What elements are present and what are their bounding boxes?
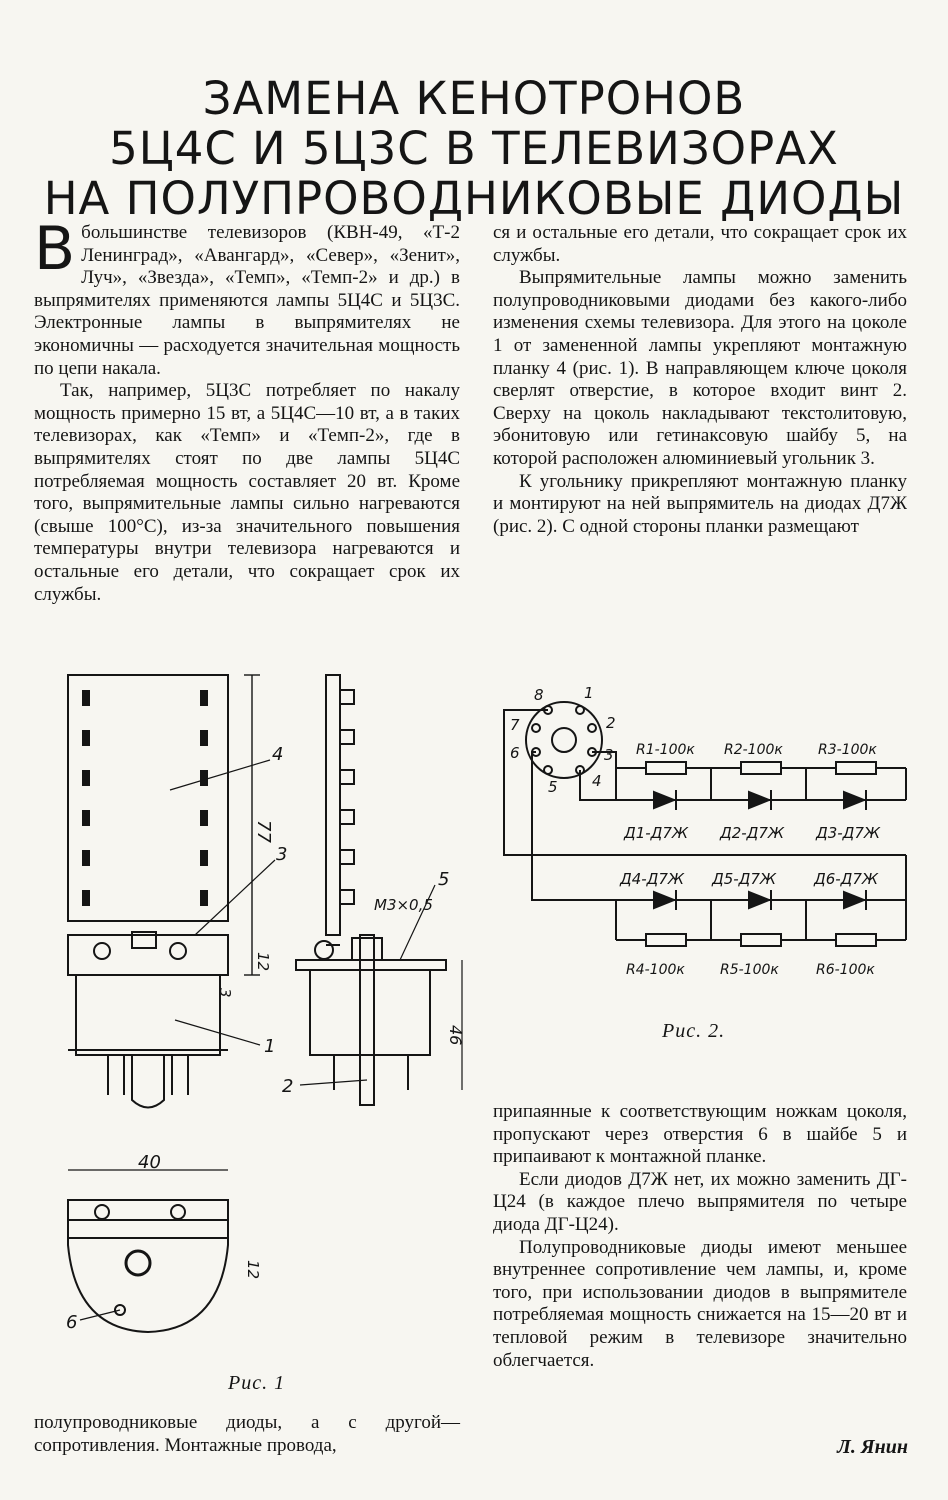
top-diode-labels [623, 824, 881, 842]
svg-text:R4-100к: R4-100к [626, 962, 685, 978]
dim-77: 77 [253, 820, 274, 843]
figure-2-schematic [496, 680, 916, 1000]
bottom-screw-right [171, 1205, 185, 1219]
label-6: 6 [66, 1312, 78, 1333]
title-line-2: 5Ц4С И 5Ц3С В ТЕЛЕВИЗОРАХ [109, 122, 839, 176]
paragraph-mounting: К угольнику прикрепляют монтажную планку и монтируют на ней выпрямитель на диодах Д7Ж (рис. 2). С одной стороны планки размещают [493, 470, 907, 537]
label-3: 3 [276, 844, 288, 865]
dim-bottom-12: 12 [244, 1260, 262, 1280]
label-2: 2 [282, 1076, 294, 1097]
figure-1-drawing [20, 660, 480, 1380]
label-1: 1 [264, 1036, 276, 1057]
paragraph-alternative: Если диодов Д7Ж нет, их можно заменить ДГ-Ц24 (в каждое плечо выпрямителя по четыре диода ДГ-Ц24). [493, 1168, 907, 1235]
side-screw [315, 941, 333, 959]
title-line-1: ЗАМЕНА КЕНОТРОНОВ [202, 72, 746, 126]
svg-text:Д1-Д7Ж: Д1-Д7Ж [624, 824, 689, 842]
bottom-nut [126, 1251, 150, 1275]
bottom-screw-left [95, 1205, 109, 1219]
dim-m3: М3×0,5 [374, 896, 433, 914]
socket-circle [526, 702, 602, 778]
bottom-diode-labels [619, 870, 879, 888]
washer [296, 960, 446, 970]
figure-1-caption: Рис. 1 [228, 1372, 286, 1394]
angle-bracket [68, 935, 228, 975]
svg-text:R3-100к: R3-100к [818, 742, 877, 758]
socket-body [76, 975, 220, 1055]
left-column-top [34, 214, 460, 606]
paragraph-wires: припаянные к соответствующим ножкам цоколя, пропускают через отверстия 6 в шайбе 5 и припаивают к монтажной планке. [493, 1101, 907, 1168]
key-pin [132, 1055, 164, 1108]
svg-text:4: 4 [592, 772, 602, 790]
screw-left [94, 943, 110, 959]
intro-text: большинстве телевизоров (КВН-49, «Т-2 Ленинград», «Авангард», «Север», «Зенит», Луч», «Звезда», «Темп», «Темп-2» и др.) в выпрямителях применяются лампы 5Ц4С и 5Ц3С. Электронные лампы в выпрямителях не экономичны — расходуется значительная мощность по цепи накала. [34, 222, 460, 379]
plate-side [326, 675, 340, 935]
svg-text:7: 7 [510, 716, 520, 734]
svg-text:Д6-Д7Ж: Д6-Д7Ж [814, 870, 879, 888]
svg-text:2: 2 [606, 714, 616, 732]
svg-text:Д2-Д7Ж: Д2-Д7Ж [720, 824, 785, 842]
dim-3: 3 [216, 988, 234, 998]
svg-text:R5-100к: R5-100к [720, 962, 779, 978]
paragraph-conclusion: Полупроводниковые диоды имеют меньшее внутреннее сопротивление чем лампы, и, кроме того, при использовании диодов в выпрямителе потребляемая мощность снижается на 15—20 вт и тепловой режим в телевизоре значительно облегчается. [493, 1236, 907, 1371]
svg-text:R6-100к: R6-100к [816, 962, 875, 978]
dim-40: 40 [138, 1152, 161, 1173]
svg-text:8: 8 [534, 686, 544, 704]
mounting-plate-outline [68, 675, 228, 921]
bottom-resistors [646, 934, 876, 946]
paragraph-continued: ся и остальные его детали, что сокращает срок их службы. [493, 222, 907, 266]
bottom-resistor-labels [626, 962, 875, 978]
svg-text:3: 3 [604, 746, 614, 764]
socket-pins [532, 706, 596, 774]
dim-12: 12 [254, 952, 272, 972]
paragraph-power: Так, например, 5Ц3С потребляет по накалу мощность примерно 15 вт, а 5Ц4С—10 вт, а в таких телевизорах, как «Темп» и «Темп-2», где в выпрямителях стоят по две лампы 5Ц4С потребляемая мощность составляет 20 вт. Кроме того, выпрямительные лампы сильно нагреваются (свыше 100°С), из-за значительного повышения температуры внутри телевизора нагреваются и остальные его детали, что сокращает срок их службы. [34, 380, 460, 605]
top-resistor-labels [636, 742, 877, 758]
svg-text:6: 6 [510, 744, 520, 762]
top-resistors [646, 762, 876, 774]
label-5: 5 [438, 869, 450, 890]
svg-text:5: 5 [548, 778, 558, 796]
bolt-nut [352, 938, 382, 960]
left-column-bottom [34, 1412, 460, 1457]
svg-text:R2-100к: R2-100к [724, 742, 783, 758]
side-tabs [340, 690, 354, 904]
socket-key [552, 728, 576, 752]
svg-text:Д3-Д7Ж: Д3-Д7Ж [816, 824, 881, 842]
author-signature: Л. Янин [837, 1436, 908, 1458]
title-line-3: НА ПОЛУПРОВОДНИКОВЫЕ ДИОДЫ [43, 172, 905, 226]
paragraph-diodes-side: полупроводниковые диоды, а с другой— сопротивления. Монтажные провода, [34, 1412, 460, 1456]
paragraph-replace: Выпрямительные лампы можно заменить полупроводниковыми диодами без какого-либо изменения схемы телевизора. Для этого на цоколе 1 от замененной лампы укрепляют монтажную планку 4 (рис. 1). В направляющем ключе цоколя сверлят отверстие, в которое входит винт 2. Сверху на цоколь накладывают текстолитовую, эбонитовую или гетинаксовую шайбу 5, на которой расположен алюминиевый угольник 3. [493, 267, 907, 469]
article-title [0, 74, 948, 224]
plate-slots [82, 690, 208, 906]
socket-side [310, 970, 430, 1055]
paragraph-intro [34, 214, 460, 380]
svg-text:Д4-Д7Ж: Д4-Д7Ж [620, 870, 685, 888]
svg-text:Д5-Д7Ж: Д5-Д7Ж [712, 870, 777, 888]
svg-text:R1-100к: R1-100к [636, 742, 695, 758]
figure-2-caption: Рис. 2. [662, 1020, 726, 1042]
svg-text:1: 1 [584, 684, 594, 702]
right-column-top [493, 222, 907, 642]
label-4: 4 [272, 744, 284, 765]
right-column-bottom [493, 1101, 907, 1372]
bottom-bracket [68, 1220, 228, 1238]
screw-right [170, 943, 186, 959]
drop-cap: В [34, 214, 76, 284]
dim-46: 46 [446, 1025, 465, 1046]
